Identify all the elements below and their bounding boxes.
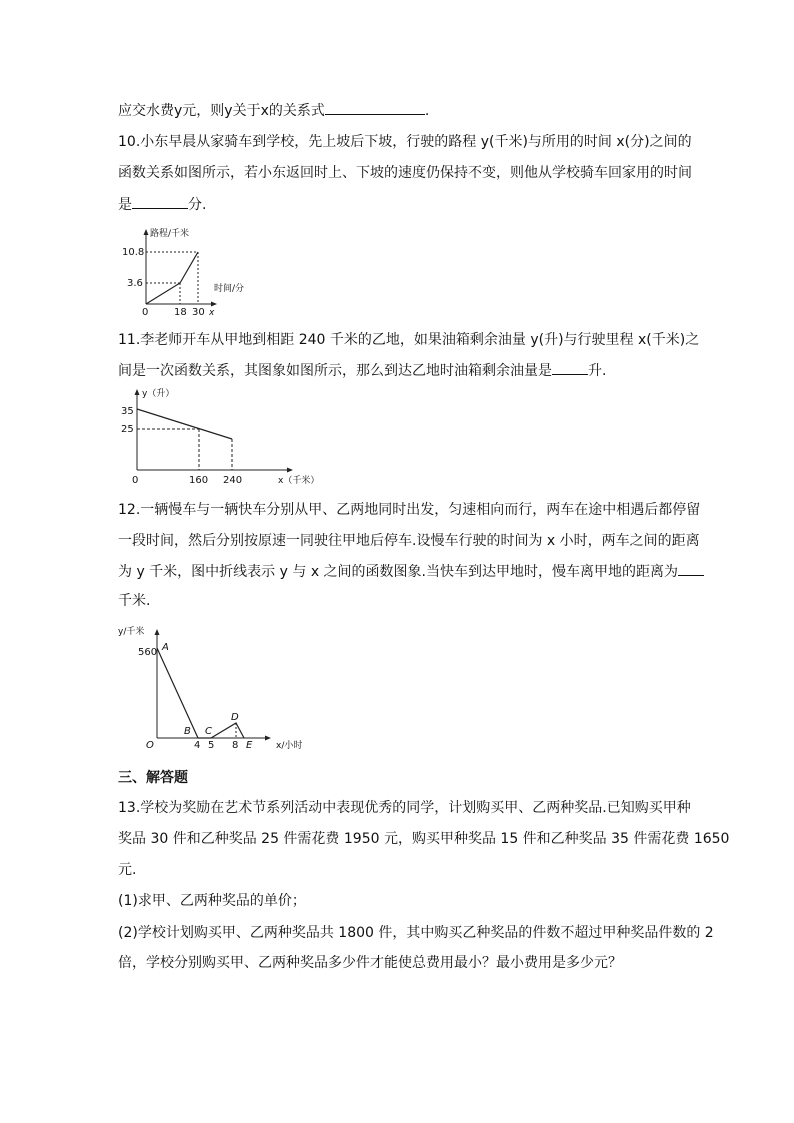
x-axis-label: 时间/分 [214,284,245,294]
q12-line-3 [118,561,704,582]
x-axis-arrow [265,736,271,741]
y-axis-arrow [135,389,140,395]
q13-part2-line-1: (2)学校计划购买甲、乙两种奖品共 1800 件，其中购买乙种奖品的件数不超过甲种奖品件数的 2 [118,925,714,941]
q13-line-1: 13.学校为奖励在艺术节系列活动中表现优秀的同学，计划购买甲、乙两种奖品.已知购买甲种 [118,800,691,816]
q13-line-3: 元. [118,862,137,878]
q10-line-3 [118,194,206,215]
point-label-D: D [231,712,239,723]
y-tick-label: 25 [121,424,134,435]
x-axis-label: x（千米） [278,476,320,486]
q11-text: 间是一次函数关系，其图象如图所示，那么到达乙地时油箱剩余油量是 [118,363,552,379]
q11-function-line [137,409,232,439]
point-label-A: A [162,642,169,653]
q9-tail-end: . [424,103,430,119]
y-axis-label: y/千米 [118,627,145,637]
q11-line-1: 11.李老师开车从甲地到相距 240 千米的乙地，如果油箱剩余油量 y(升)与行驶里程 x(千米)之 [118,332,700,348]
answer-blank[interactable] [552,360,588,375]
section-title: 三、解答题 [118,770,188,786]
x-tick-label: 18 [174,307,187,316]
y-axis-label: y（升） [142,389,175,399]
q12-graph [118,620,318,752]
q11-suffix: 升. [588,363,607,379]
x-tick-label: 0 [132,475,139,486]
y-tick-label: 10.8 [122,247,145,258]
x-tick-label: 0 [142,307,149,316]
q12-line-2: 一段时间，然后分别按原速一同驶往甲地后停车.设慢车行驶的时间为 x 小时，两车之间的距离 [118,533,700,549]
point-label-O: O [146,740,154,751]
q11-line-2 [118,360,606,381]
y-axis-arrow [144,229,149,235]
q9-tail-text: 应交水费y元，则y关于x的关系式 [118,103,325,119]
q10-graph [118,226,258,316]
x-tick-label: 5 [208,740,215,751]
q12-text: 为 y 千米，图中折线表示 y 与 x 之间的函数图象.当快车到达甲地时，慢车离甲地的距离为 [118,564,679,580]
point-label-E: E [246,740,253,751]
x-axis-arrow [287,468,293,473]
q12-function-line [157,648,244,738]
y-axis-arrow [155,629,160,635]
q12-line-1: 12.一辆慢车与一辆快车分别从甲、乙两地同时出发，匀速相向而行，两车在途中相遇后都停留 [118,502,701,518]
x-axis-arrow [211,302,217,307]
answer-blank[interactable] [325,100,425,115]
x-axis-letter: x [209,308,215,316]
x-tick-label: 30 [192,307,205,316]
y-axis-label: 路程/千米 [150,229,190,239]
y-tick-label: 3.6 [127,278,143,289]
q10-suffix: 分. [188,197,207,213]
x-tick-label: 8 [232,740,239,751]
q10-line-1: 10.小东早晨从家骑车到学校，先上坡后下坡，行驶的路程 y(千米)与所用的时间 x(分)之间的 [118,134,692,150]
y-tick-label: 560 [138,647,158,658]
q10-function-line [146,252,198,304]
q10-line-2: 函数关系如图所示，若小东返回时上、下坡的速度仍保持不变，则他从学校骑车回家用的时间 [118,165,692,181]
point-label-C: C [205,726,212,737]
q10-prefix: 是 [118,197,132,213]
q11-graph [118,384,323,488]
q12-line-4: 千米. [118,593,151,609]
answer-blank[interactable] [678,561,704,576]
q9-tail-line [118,100,429,121]
point-label-B: B [184,726,191,737]
x-tick-label: 160 [189,475,209,486]
x-tick-label: 4 [194,740,201,751]
x-axis-label: x/小时 [276,741,303,751]
x-tick-label: 240 [223,475,243,486]
q13-part1: (1)求甲、乙两种奖品的单价； [118,893,306,909]
q13-line-2: 奖品 30 件和乙种奖品 25 件需花费 1950 元，购买甲种奖品 15 件和乙种奖品 35 件需花费 1650 [118,831,730,847]
y-tick-label: 35 [121,406,134,417]
answer-blank[interactable] [132,194,188,209]
q13-part2-line-2: 倍，学校分别购买甲、乙两种奖品多少件才能使总费用最小？最小费用是多少元？ [118,955,622,971]
